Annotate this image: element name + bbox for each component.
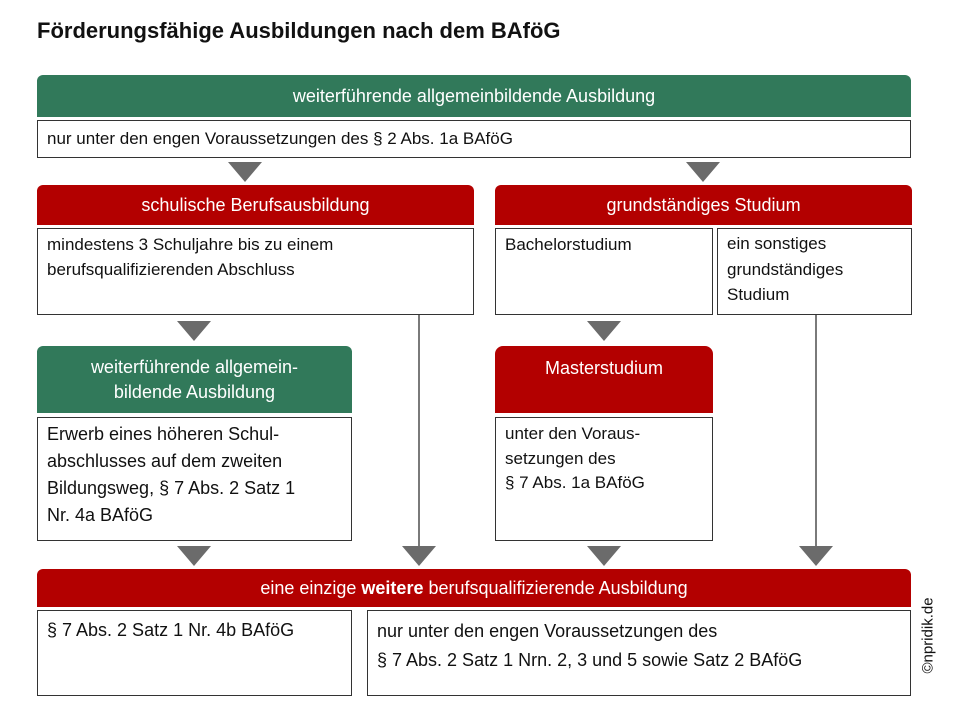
- header-weitere-ausbildung: [37, 569, 911, 607]
- box-text-line: ein sonstiges: [727, 234, 827, 253]
- arrow-down-icon: [177, 546, 211, 566]
- header-label: weiterführende allgemeinbildende Ausbildung: [292, 85, 656, 106]
- box-text-line: § 7 Abs. 1a BAföG: [505, 473, 645, 493]
- box-text: § 7 Abs. 2 Satz 1 Nr. 4b BAföG: [47, 620, 295, 640]
- arrow-down-icon: [228, 162, 262, 182]
- header-label: schulische Berufsausbildung: [141, 194, 370, 215]
- header-masterstudium: [495, 346, 713, 413]
- connector-line: [815, 315, 817, 547]
- box-text-line: Nr. 4a BAföG: [47, 505, 154, 525]
- header-label-post: berufsqualifizierende Ausbildung: [423, 577, 688, 598]
- box-zweiter-bildungsweg: [37, 417, 352, 541]
- header-weiterfuehrend-zweiter-bildungsweg: [37, 346, 352, 413]
- copyright-text: ©npridik.de: [919, 596, 937, 674]
- box-text-line: mindestens 3 Schuljahre bis zu einem: [47, 235, 334, 254]
- box-text: nur unter den engen Voraussetzungen des § 2 Abs. 1a BAföG: [47, 129, 513, 148]
- diagram-title: Förderungsfähige Ausbildungen nach dem BAföG: [37, 18, 561, 43]
- box-text-line: grundständiges: [727, 259, 844, 279]
- box-text-line: Bachelorstudium: [505, 235, 632, 254]
- box-text-line: Studium: [727, 285, 790, 304]
- arrow-down-icon: [686, 162, 720, 182]
- box-schulische-berufsausbildung: [37, 228, 474, 315]
- header-grundstaendiges-studium: [495, 185, 912, 225]
- header-schulische-berufsausbildung: [37, 185, 474, 225]
- arrow-down-icon: [587, 546, 621, 566]
- copyright-notice: [898, 585, 958, 685]
- box-text-line: Bildungsweg, § 7 Abs. 2 Satz 1: [47, 478, 296, 498]
- connector-line: [418, 315, 420, 547]
- header-label-line: weiterführende allgemein-: [90, 357, 299, 378]
- box-sonstiges-studium: [717, 228, 912, 315]
- arrow-down-icon: [177, 321, 211, 341]
- box-text-line: § 7 Abs. 2 Satz 1 Nrn. 2, 3 und 5 sowie Satz 2 BAföG: [377, 649, 803, 670]
- box-text-line: berufsqualifizierenden Abschluss: [47, 259, 295, 279]
- box-bachelorstudium: [495, 228, 713, 315]
- box-masterstudium: [495, 417, 713, 541]
- box-text-line: Erwerb eines höheren Schul-: [47, 424, 280, 444]
- arrow-down-icon: [402, 546, 436, 566]
- box-text-line: nur unter den engen Voraussetzungen des: [377, 621, 718, 641]
- arrow-down-icon: [799, 546, 833, 566]
- box-voraussetzungen-2-abs-1a: [37, 120, 911, 158]
- box-7-abs-2-nr-4b: [37, 610, 352, 696]
- box-voraussetzungen-7-abs-2: [367, 610, 911, 696]
- box-text-line: setzungen des: [505, 448, 616, 468]
- header-label-line: bildende Ausbildung: [113, 381, 276, 402]
- header-label-bold: weitere: [361, 577, 424, 598]
- box-text-line: abschlusses auf dem zweiten: [47, 451, 283, 471]
- header-weiterfuehrend-allgemeinbildend: [37, 75, 911, 117]
- header-label: Masterstudium: [544, 358, 664, 378]
- header-label: grundständiges Studium: [606, 194, 801, 215]
- arrow-down-icon: [587, 321, 621, 341]
- box-text-line: unter den Voraus-: [505, 424, 641, 443]
- header-label-pre: eine einzige: [260, 577, 362, 598]
